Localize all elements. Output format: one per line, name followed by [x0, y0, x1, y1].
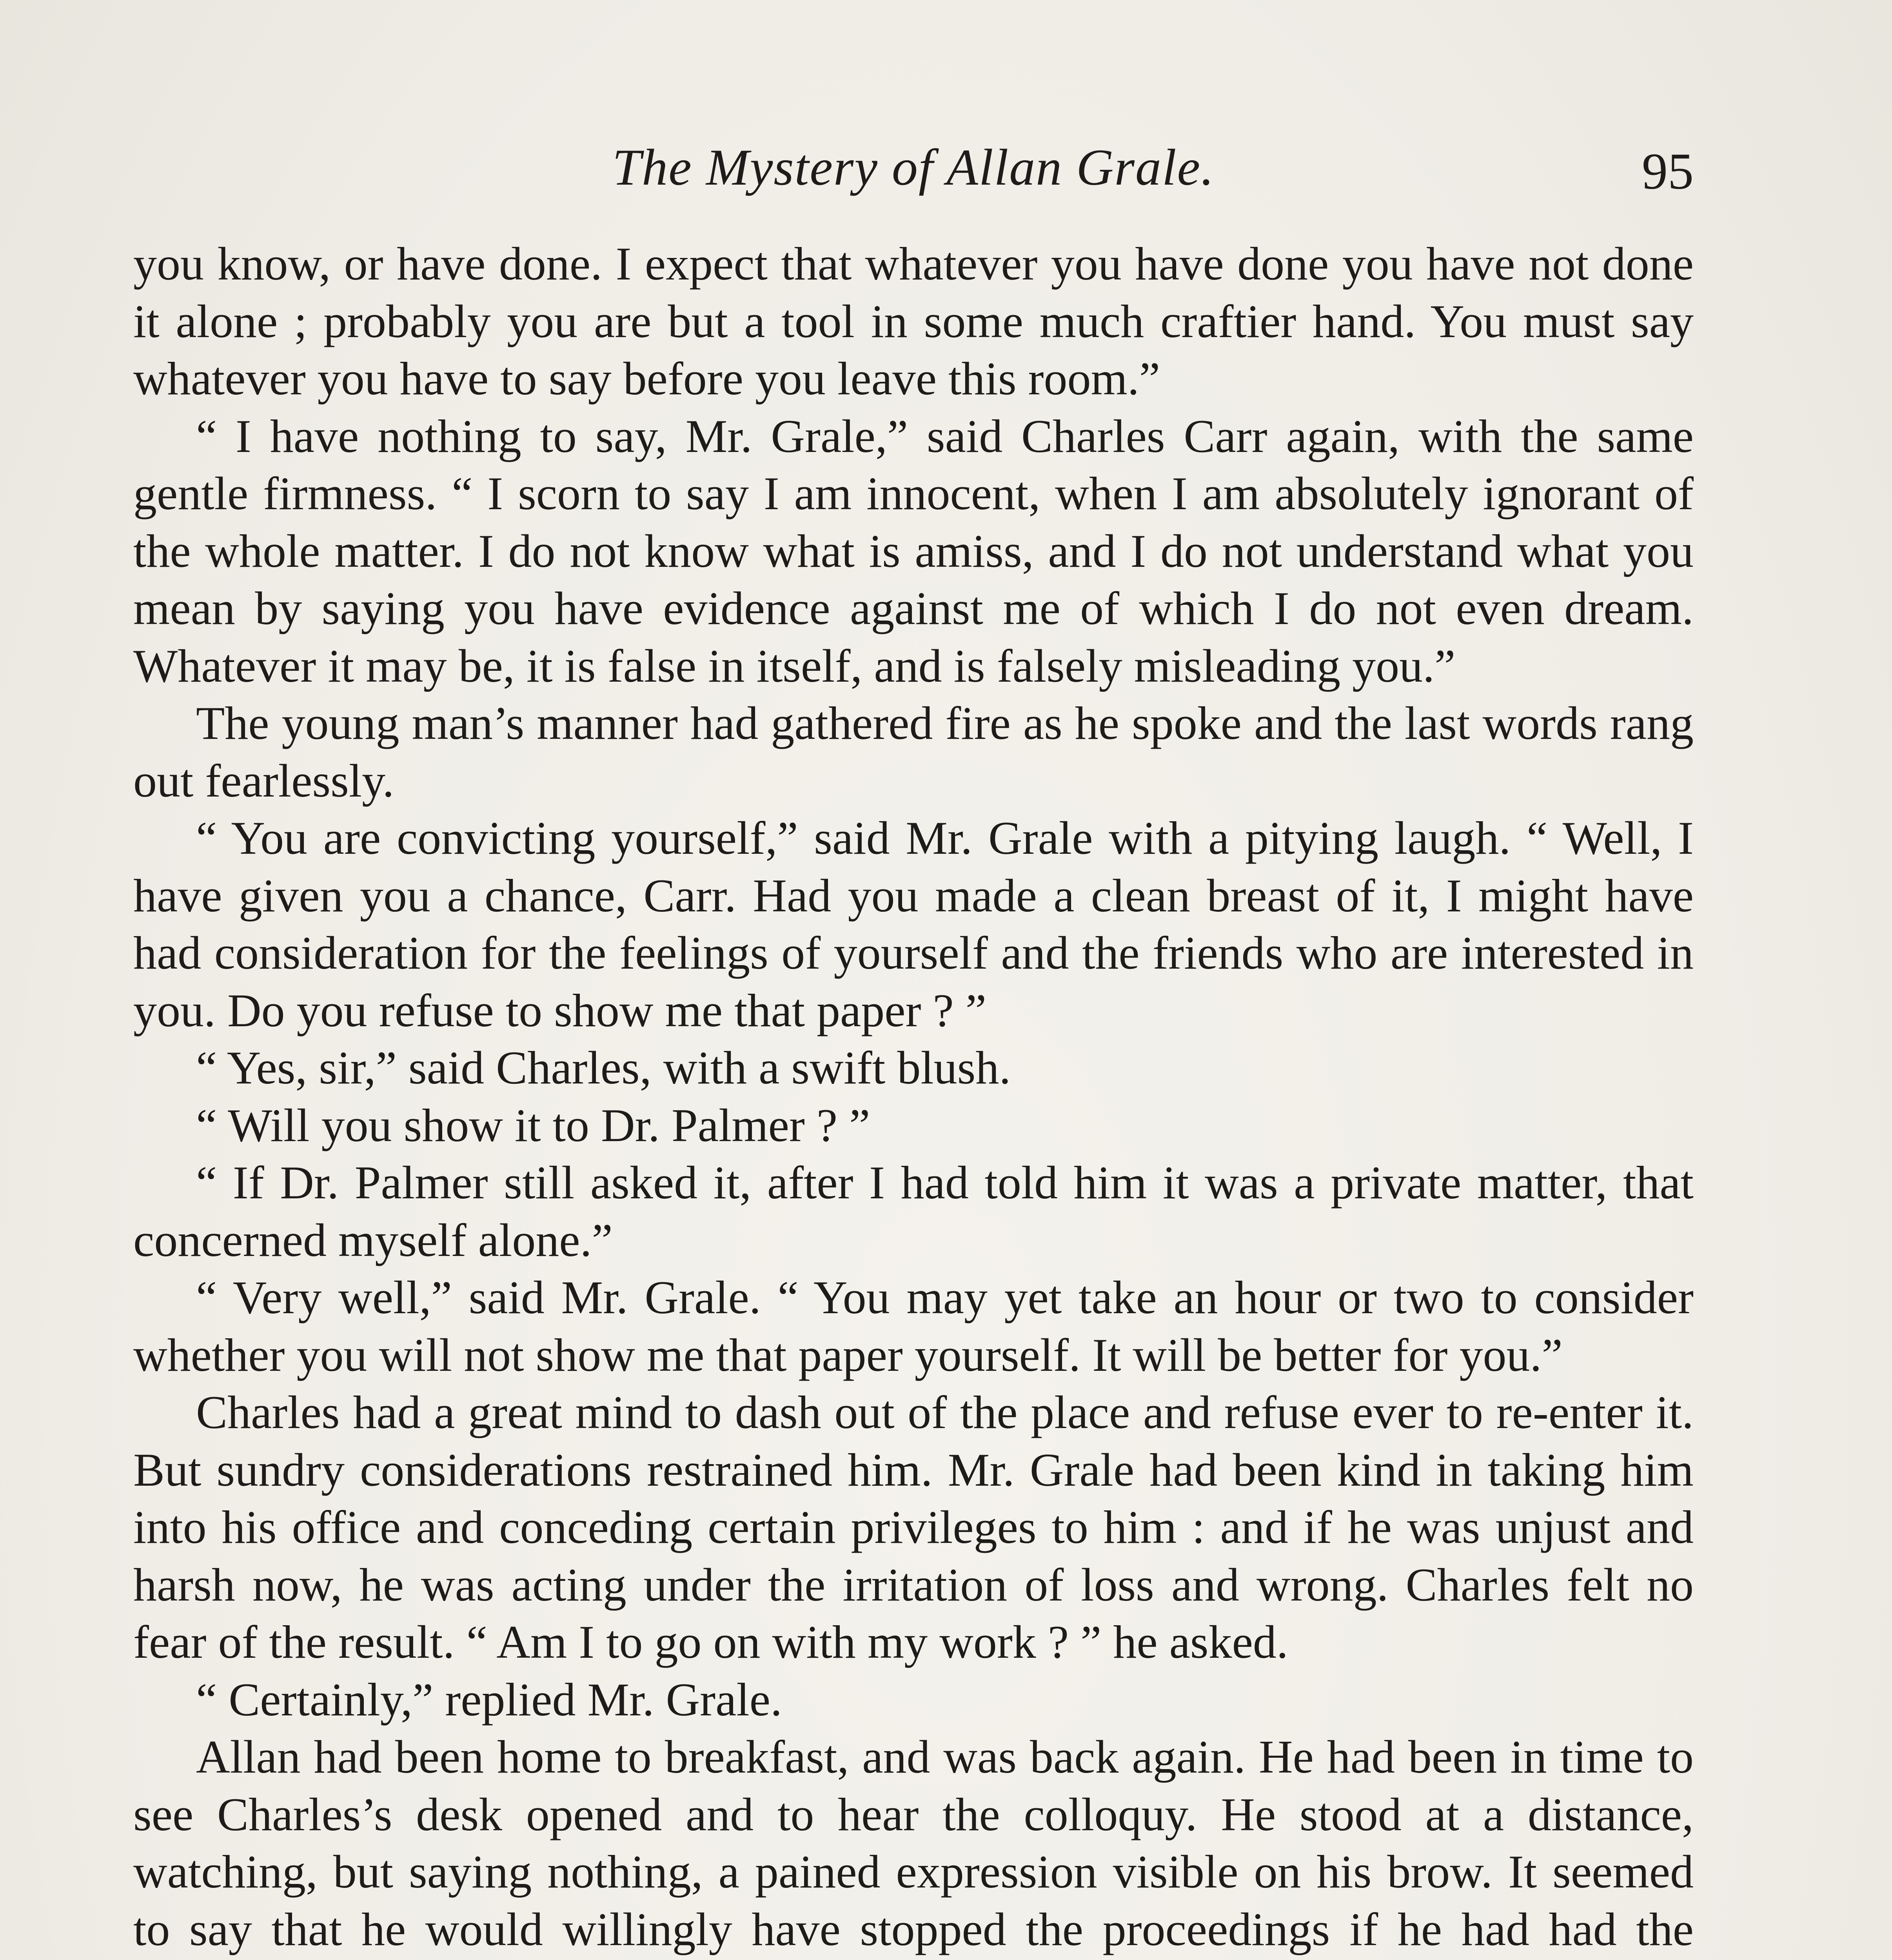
page-number: 95	[1642, 142, 1694, 200]
paragraph: Allan had been home to breakfast, and was back again. He had been in time to see Charles’s desk opened and to hear the colloquy. He stood at a distance, watching, but saying nothing, a pained expression visible on his brow. It seemed to say that he would willingly have stopped the proceedings if he had had the	[133, 1731, 1694, 1955]
paragraph: “ You are convicting yourself,” said Mr. Grale with a pitying laugh. “ Well, I have given you a chance, Carr. Had you made a clean breast of it, I might have had consideration for the feelings of yourself and the friends who are interested in you. Do you refuse to show me that paper ? ”	[133, 812, 1694, 1036]
paragraph: “ Very well,” said Mr. Grale. “ You may yet take an hour or two to consider whether you will not show me that paper yourself. It will be better for you.”	[133, 1271, 1694, 1381]
paragraph: Charles had a great mind to dash out of the place and refuse ever to re-enter it. But sundry considerations restrained him. Mr. Grale had been kind in taking him into his office and conceding certain privileges to him : and if he was unjust and harsh now, he was acting under the irritation of loss and wrong. Charles felt no fear of the result. “ Am I to go on with my work ? ” he asked.	[133, 1386, 1694, 1668]
paragraph: The young man’s manner had gathered fire as he spoke and the last words rang out fearlessly.	[133, 697, 1694, 807]
paragraph: “ I have nothing to say, Mr. Grale,” said Charles Carr again, with the same gentle firmness. “ I scorn to say I am innocent, when I am absolutely ignorant of the whole matter. I do not know what is amiss, and I do not understand what you mean by saying you have evidence against me of which I do not even dream. Whatever it may be, it is false in itself, and is falsely misleading you.”	[133, 410, 1694, 692]
running-title: The Mystery of Allan Grale.	[612, 138, 1215, 196]
paragraph: “ Certainly,” replied Mr. Grale.	[196, 1673, 782, 1726]
paragraph: “ Will you show it to Dr. Palmer ? ”	[196, 1099, 870, 1151]
body-text	[133, 235, 1694, 1960]
paragraph: “ If Dr. Palmer still asked it, after I had told him it was a private matter, that concerned myself alone.”	[133, 1156, 1694, 1266]
paragraph: “ Yes, sir,” said Charles, with a swift blush.	[196, 1042, 1011, 1094]
paragraph: you know, or have done. I expect that whatever you have done you have not done it alone ; probably you are but a tool in some much craftier hand. You must say whatever you have to say before you leave this room.”	[133, 238, 1694, 405]
page-header	[133, 129, 1694, 208]
